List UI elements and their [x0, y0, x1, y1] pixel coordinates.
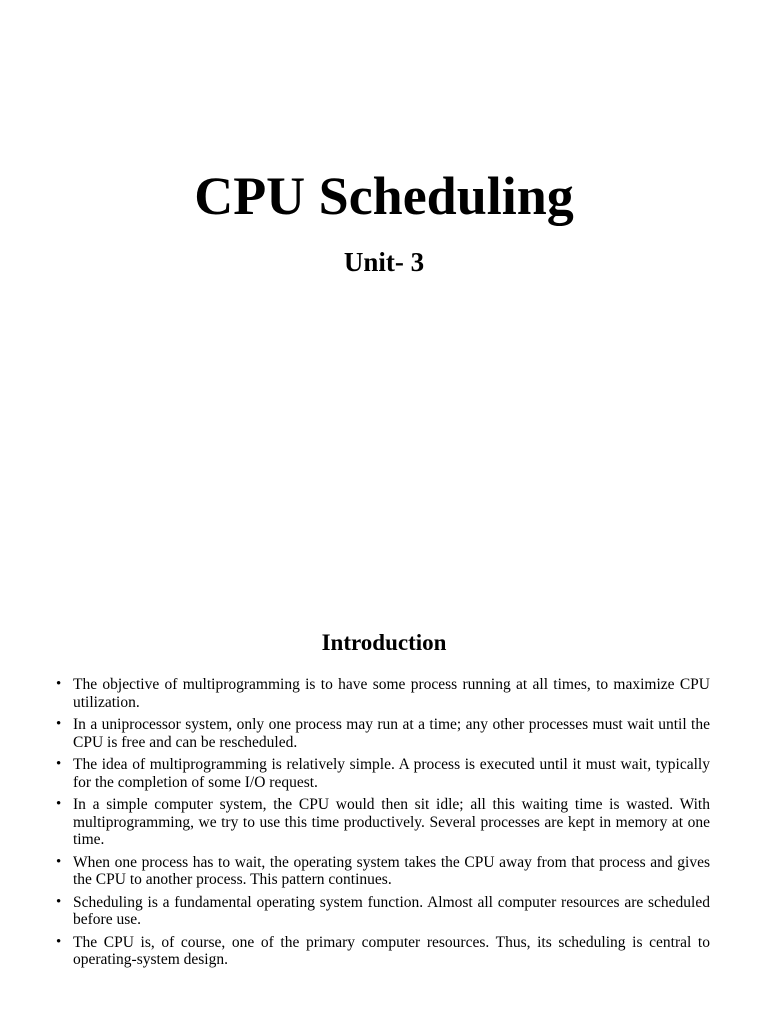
bullet-text: Scheduling is a fundamental operating system function. Almost all computer resources are scheduled before use.: [73, 893, 710, 928]
bullet-text: In a uniprocessor system, only one process may run at a time; any other processes must wait until the CPU is free and can be rescheduled.: [73, 716, 710, 751]
bullet-icon: •: [56, 756, 62, 772]
list-item: [56, 854, 710, 889]
list-item: [56, 756, 710, 791]
bullet-text: The objective of multiprogramming is to have some process running at all times, to maximize CPU utilization.: [73, 676, 710, 711]
bullet-text: When one process has to wait, the operating system takes the CPU away from that process and gives the CPU to another process. This pattern continues.: [73, 853, 710, 888]
bullet-icon: •: [56, 853, 62, 870]
bullet-icon: •: [56, 716, 62, 732]
bullet-text: The idea of multiprogramming is relatively simple. A process is executed until it must wait, typically for the completion of some I/O request.: [73, 756, 710, 791]
bullet-text: The CPU is, of course, one of the primary computer resources. Thus, its scheduling is central to operating-system design.: [73, 933, 710, 968]
bullet-list: [56, 676, 710, 974]
bullet-icon: •: [56, 796, 62, 812]
bullet-icon: •: [56, 893, 62, 910]
list-item: [56, 676, 710, 711]
bullet-text: In a simple computer system, the CPU would then sit idle; all this waiting time is wasted. With multiprogramming, we try to use this time productively. Several processes are kept in memory at one time.: [73, 796, 710, 848]
slide-subtitle: Unit- 3: [343, 247, 425, 277]
slide-title: CPU Scheduling: [194, 166, 574, 226]
section-heading: Introduction: [321, 630, 447, 655]
bullet-icon: •: [56, 676, 62, 692]
list-item: [56, 716, 710, 751]
list-item: [56, 934, 710, 969]
list-item: [56, 796, 710, 849]
list-item: [56, 894, 710, 929]
bullet-icon: •: [56, 933, 62, 950]
